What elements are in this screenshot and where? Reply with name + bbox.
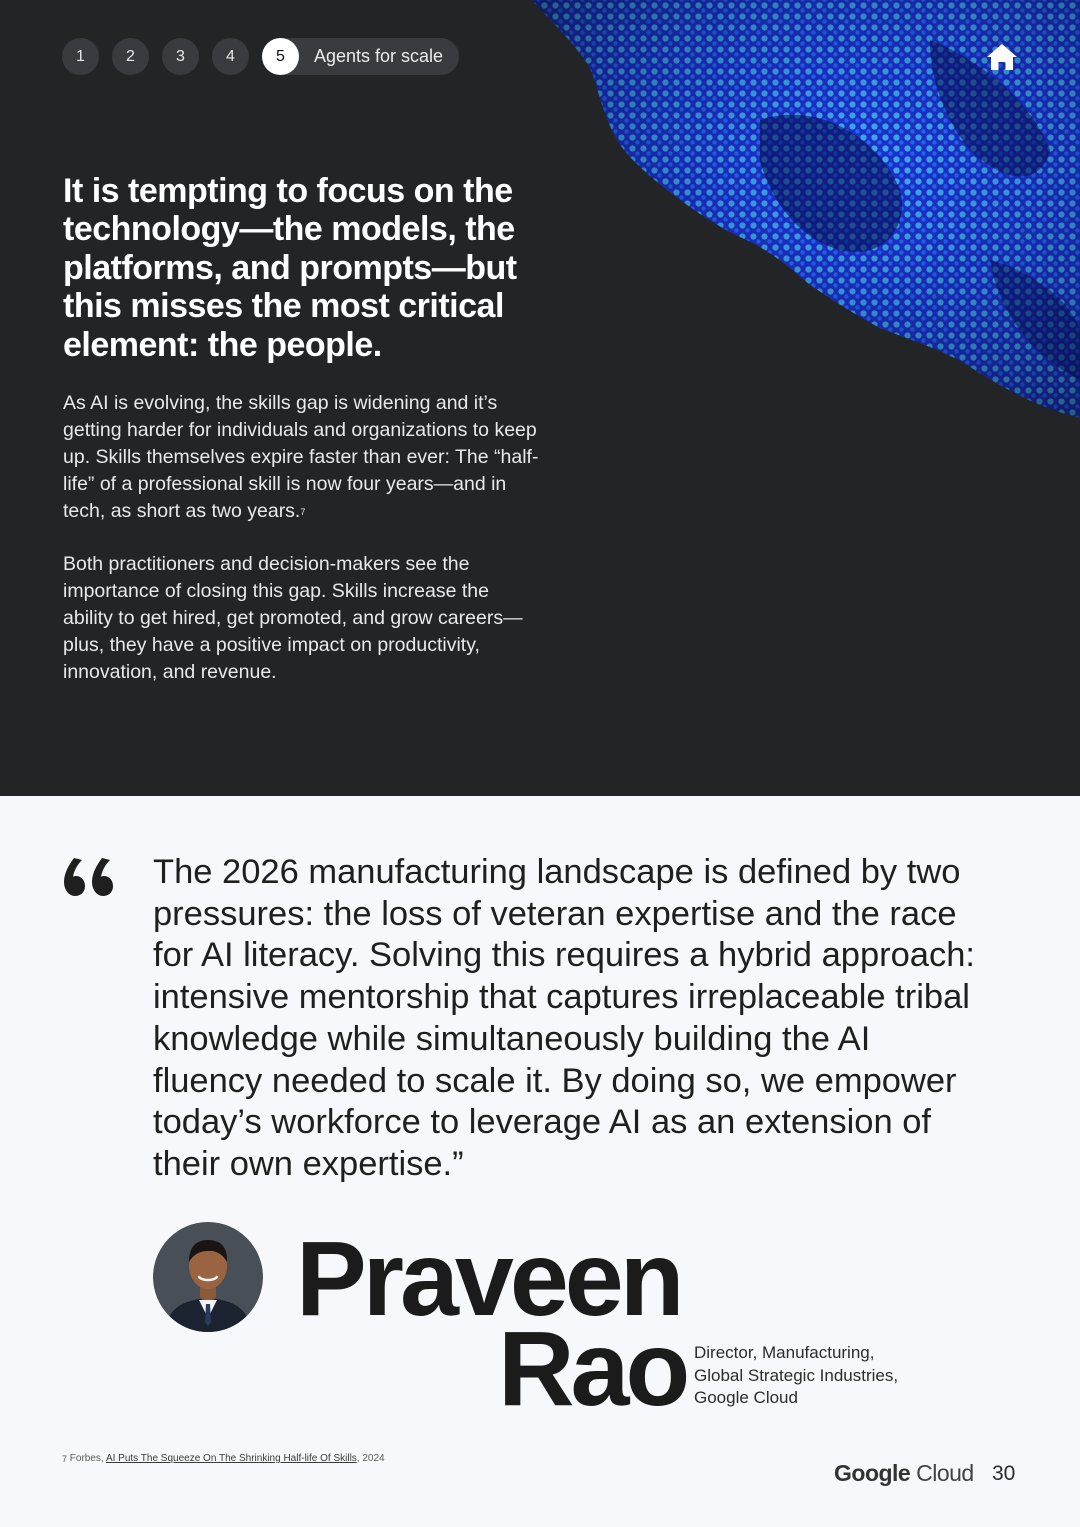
footnote xyxy=(62,1453,385,1464)
section-navigation xyxy=(62,38,459,75)
nav-item-1[interactable]: 1 xyxy=(62,38,99,75)
intro-paragraph-1 xyxy=(63,390,543,525)
nav-item-2[interactable]: 2 xyxy=(112,38,149,75)
quote-mark-icon xyxy=(60,848,116,904)
speaker-title-line-2: Global Strategic Industries, xyxy=(694,1365,899,1385)
speaker-title-line-1: Director, Manufacturing, xyxy=(694,1343,875,1362)
nav-item-3[interactable]: 3 xyxy=(162,38,199,75)
google-cloud-logo xyxy=(834,1460,974,1487)
testimonial-quote: The 2026 manufacturing landscape is defined by two pressures: the loss of veteran expertise and the race for AI literacy. Solving this requires a hybrid approach: intensive mentorship that captures irreplaceable tribal knowledge while simultaneously building the AI fluency needed to scale it. By doing so, we empower today’s workforce to leverage AI as an extension of their own expertise.” xyxy=(153,853,976,1183)
footnote-suffix: , 2024 xyxy=(356,1453,385,1464)
headline: It is tempting to focus on the technology—the models, the platforms, and prompts—but this misses the most critical element: the people. xyxy=(63,172,517,364)
speaker-title-line-3: Google Cloud xyxy=(694,1388,798,1407)
footnote-source-link[interactable]: AI Puts The Squeeze On The Shrinking Half-life Of Skills xyxy=(105,1453,357,1464)
home-icon[interactable] xyxy=(986,42,1018,72)
nav-item-5-active[interactable] xyxy=(262,38,459,75)
nav-active-label: Agents for scale xyxy=(314,46,444,66)
footnote-reference[interactable]: 7 xyxy=(300,507,306,517)
nav-item-4[interactable]: 4 xyxy=(212,38,249,75)
paragraph-1-text: As AI is evolving, the skills gap is widening and it’s getting harder for individuals and organizations to keep up. Skills themselves expire faster than ever: The “half-life” of a professional skill is now four years—and in tech, as short as two years. xyxy=(63,392,539,522)
page-number: 30 xyxy=(992,1462,1016,1485)
speaker-first-name: Praveen xyxy=(296,1220,681,1338)
speaker-portrait xyxy=(153,1222,263,1332)
footnote-number: 7 xyxy=(62,1454,68,1464)
logo-google: Google xyxy=(834,1460,911,1486)
speaker-title xyxy=(694,1342,994,1410)
speaker-last-name: Rao xyxy=(498,1310,687,1428)
intro-paragraph-2: Both practitioners and decision-makers see the importance of closing this gap. Skills increase the ability to get hired, get promoted, and grow careers—plus, they have a positive impact on productivity, innovation, and revenue. xyxy=(63,553,523,683)
footnote-prefix: Forbes, xyxy=(69,1453,104,1464)
logo-cloud: Cloud xyxy=(916,1460,974,1486)
nav-active-number: 5 xyxy=(262,38,299,75)
